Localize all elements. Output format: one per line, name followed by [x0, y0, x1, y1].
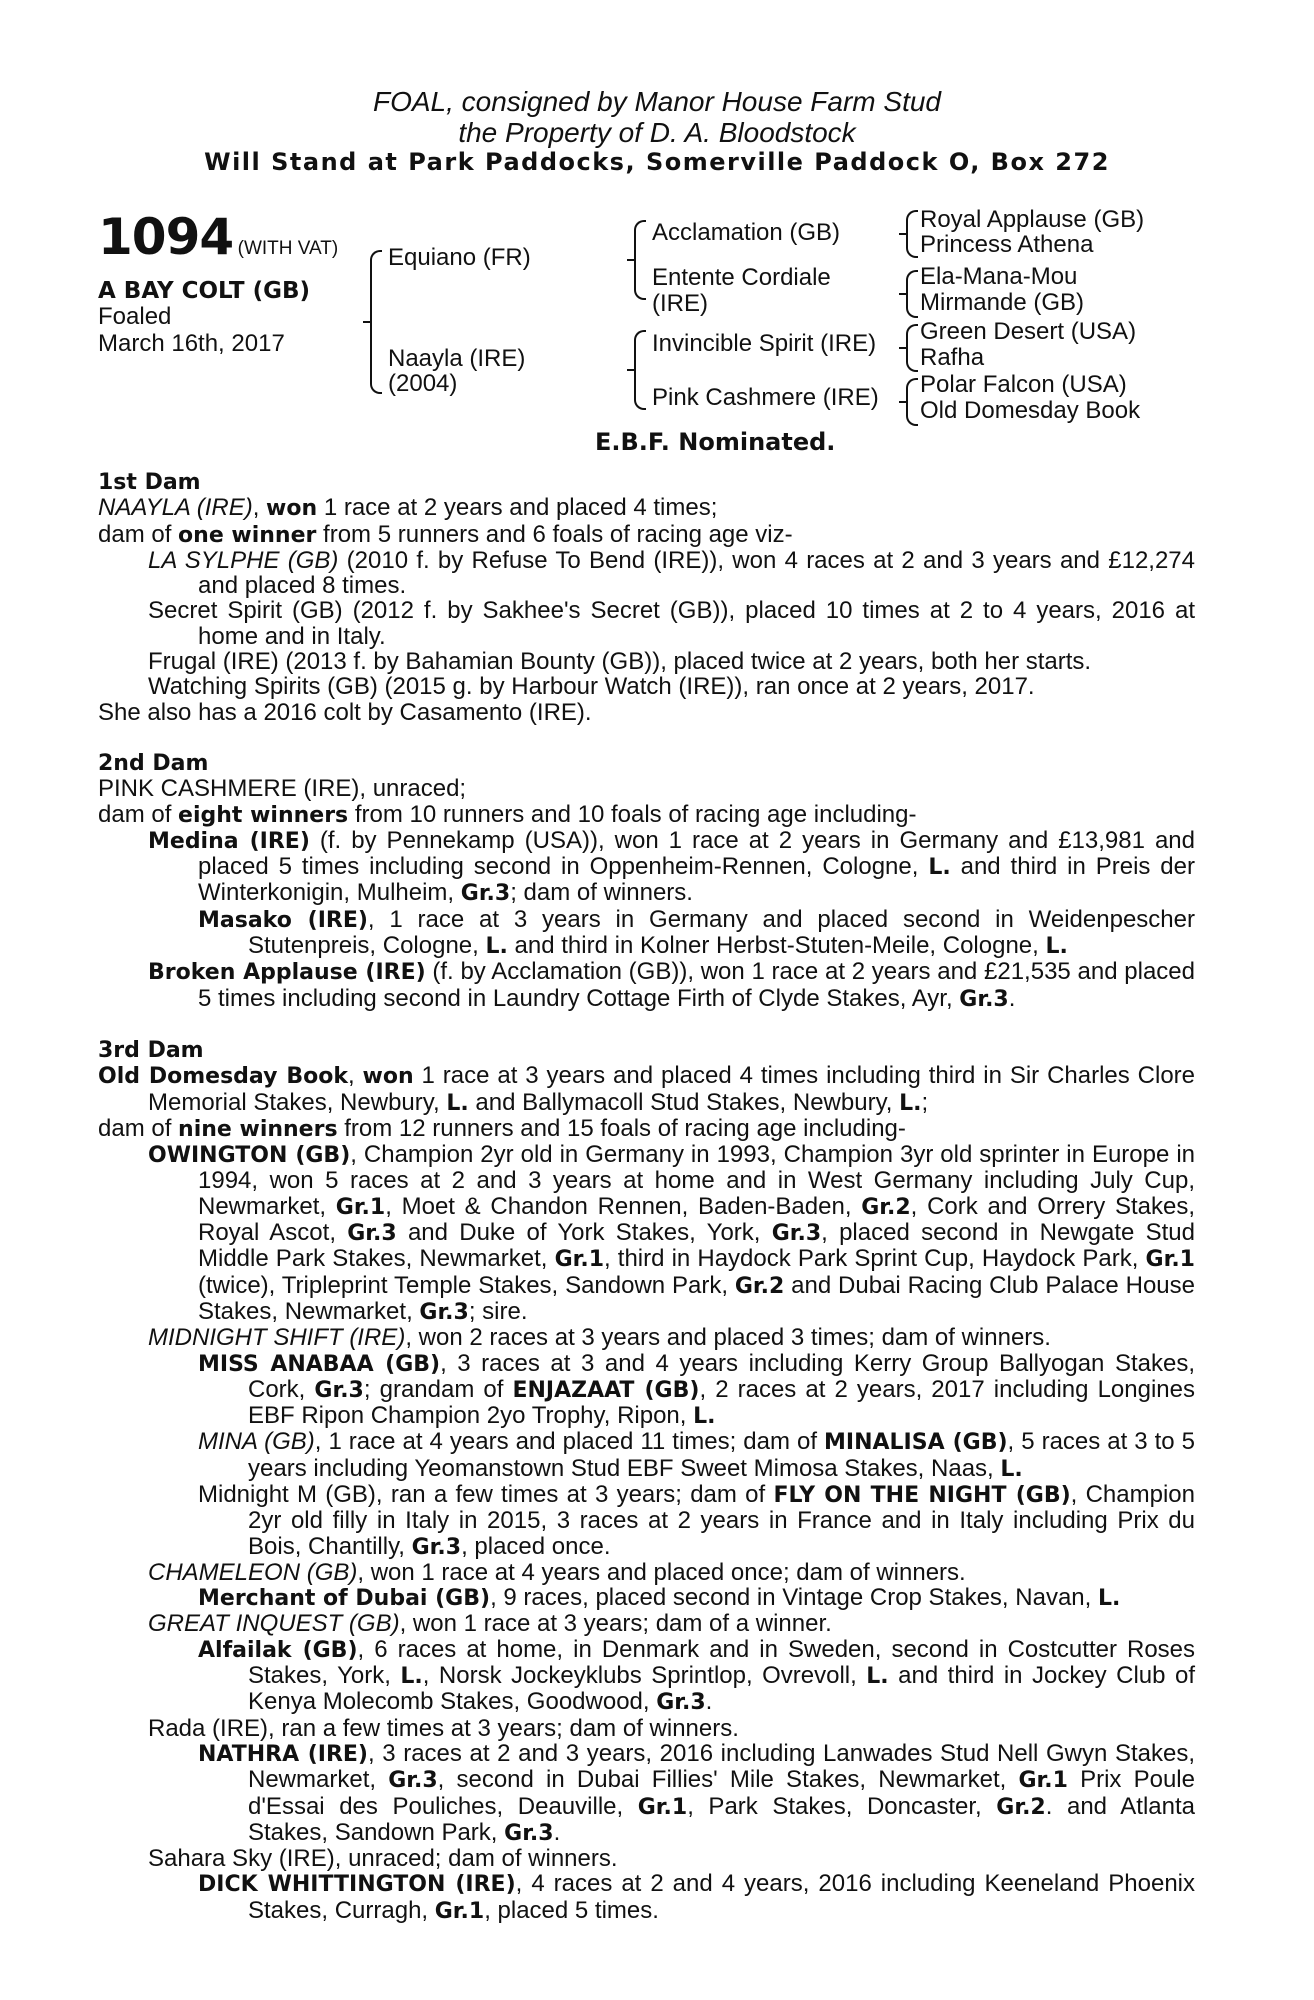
second-dam-line: PINK CASHMERE (IRE), unraced; [98, 775, 467, 803]
pedigree-ss-sire: Royal Applause (GB) [920, 206, 1145, 233]
ebf-nomination: E.B.F. Nominated. [595, 428, 836, 456]
pedigree-sire-dam-country: (IRE) [652, 290, 708, 317]
text: . and Atlanta Stakes, Sandown Park, [248, 1792, 1195, 1846]
text: , Champion 2yr old in Germany in 1993, Champion 3yr old sprinter in Europe in 1994, won 5 races at 2 and 3 years at home and in West Germany including July Cup, Newmarket, [198, 1141, 1196, 1220]
text: , 9 races, placed second in Vintage Crop Stakes, Navan, [490, 1584, 1098, 1612]
produce-entry [98, 1871, 1195, 1924]
grade: Gr.3 [411, 1534, 462, 1560]
produce-entry [98, 1351, 1195, 1430]
produce-entry [98, 1560, 1195, 1585]
grade: Gr.3 [388, 1768, 438, 1794]
grade: Gr.2 [734, 1273, 785, 1299]
text: and third in Kolner Herbst-Stuten-Meile, Cologne, [507, 932, 1046, 960]
pedigree-ds-sire: Green Desert (USA) [920, 318, 1137, 345]
horse-name: GREAT INQUEST (GB) [148, 1610, 400, 1638]
first-dam-produce-line [98, 522, 1195, 548]
grade: Gr.1 [1145, 1247, 1195, 1273]
grade: Gr.1 [434, 1898, 485, 1924]
text: , 1 race at 4 years and placed 11 times; dam of [314, 1428, 825, 1456]
text: , 1 race at 3 years in Germany and placed second in Weidenpescher Stutenpreis, Cologne, [248, 905, 1195, 960]
lot-number: 1094 [98, 208, 234, 266]
pedigree-bracket-sd [906, 270, 918, 318]
winners-count: eight winners [178, 802, 349, 828]
text: , Park Stakes, Doncaster, [687, 1792, 997, 1820]
text: from 5 runners and 6 foals of racing age viz- [316, 520, 793, 548]
horse-name: ENJAZAAT (GB) [512, 1377, 700, 1403]
text: 1 race at 2 years and placed 4 times; [317, 494, 718, 522]
text: dam of [98, 1114, 179, 1142]
grade: Gr.2 [996, 1794, 1046, 1820]
lot-number-block [98, 208, 338, 266]
text: , 4 races at 2 and 4 years, 2016 including Keeneland Phoenix Stakes, Curragh, [248, 1870, 1196, 1924]
produce-entry [98, 1741, 1195, 1846]
pedigree-bracket-sire [634, 220, 646, 300]
text: . [705, 1688, 713, 1716]
pedigree-bracket-ss [906, 210, 918, 258]
pedigree-dam-year: (2004) [388, 370, 458, 397]
property-line: the Property of D. A. Bloodstock [458, 117, 856, 148]
produce-entry [98, 907, 1195, 960]
text: , placed 5 times. [484, 1896, 659, 1924]
pedigree-bracket-ds [906, 324, 918, 372]
grade: L. [693, 1404, 716, 1430]
first-dam-line [98, 495, 1195, 521]
text: , placed once. [461, 1532, 611, 1560]
text: from 10 runners and 10 foals of racing age including- [348, 800, 917, 828]
grade: Gr.1 [1018, 1768, 1068, 1794]
horse-name: LA SYLPHE (GB) [148, 546, 339, 574]
text: (f. by Pennekamp (USA)), won 1 race at 2 years in Germany and £13,981 and placed 5 times including second in Oppenheim-Rennen, Cologne, [198, 826, 1195, 881]
grade: L. [899, 1090, 922, 1116]
grade: L. [866, 1664, 889, 1690]
text: (twice), Tripleprint Temple Stakes, Sandown Park, [198, 1271, 735, 1299]
pedigree-sire-dam: Entente Cordiale [652, 264, 831, 291]
produce-entry [98, 1585, 1195, 1611]
text: and Ballymacoll Stud Stakes, Newbury, [468, 1088, 900, 1116]
text: , second in Dubai Fillies' Mile Stakes, Newmarket, [437, 1766, 1019, 1794]
text: , [347, 1062, 363, 1090]
text: Midnight M (GB), ran a few times at 3 years; dam of [198, 1480, 774, 1508]
produce-entry: Frugal (IRE) (2013 f. by Bahamian Bounty (GB)), placed twice at 2 years, both her starts. [148, 648, 1092, 676]
pedigree-bracket-gen1 [370, 250, 382, 394]
third-dam-line [98, 1063, 1195, 1116]
text: ; grandam of [363, 1375, 513, 1403]
grade: Gr.1 [637, 1794, 688, 1820]
text: , 5 races at 3 to 5 years including Yeomanstown Stud EBF Sweet Mimosa Stakes, Naas, [248, 1428, 1196, 1482]
horse-name: Merchant of Dubai (GB) [198, 1586, 491, 1612]
pedigree-bracket-dd [906, 378, 918, 426]
text: , Moet & Chandon Rennen, Baden-Baden, [385, 1192, 862, 1220]
produce-entry [98, 959, 1195, 1012]
grade: Gr.3 [460, 881, 511, 907]
text: and Duke of York Stakes, York, [396, 1219, 772, 1247]
vat-note: (WITH VAT) [237, 238, 339, 259]
produce-entry [98, 828, 1195, 907]
text: , Cork and Orrery Stakes, Royal Ascot, [198, 1192, 1196, 1247]
text: from 12 runners and 15 foals of racing age including- [337, 1114, 906, 1142]
text: ; sire. [468, 1297, 528, 1325]
produce-entry [98, 1142, 1195, 1325]
grade: L. [1000, 1456, 1023, 1482]
text: , 3 races at 2 and 3 years, 2016 including Lanwades Stud Nell Gwyn Stakes, Newmarket, [248, 1739, 1195, 1794]
pedigree-sire-sire: Acclamation (GB) [652, 219, 841, 246]
grade: Gr.3 [771, 1221, 822, 1247]
location-line: Will Stand at Park Paddocks, Somerville Paddock O, Box 272 [204, 148, 1110, 176]
horse-name: FLY ON THE NIGHT (GB) [773, 1482, 1071, 1508]
grade: L. [928, 855, 951, 881]
horse-name: MISS ANABAA (GB) [198, 1351, 441, 1377]
pedigree-bracket-dam [634, 330, 646, 410]
grade: L. [1097, 1586, 1121, 1612]
text: , 2 races at 2 years, 2017 including Longines EBF Ripon Champion 2yo Trophy, Ripon, [248, 1375, 1195, 1430]
won-label: won [266, 496, 318, 522]
grade: Gr.3 [314, 1377, 364, 1403]
horse-name: MINALISA (GB) [824, 1430, 1008, 1456]
pedigree-sd-dam: Mirmande (GB) [920, 289, 1085, 316]
foaled-date: March 16th, 2017 [98, 330, 285, 357]
text: . [1008, 984, 1016, 1012]
dam-name: Old Domesday Book [98, 1064, 348, 1090]
text: and Dubai Racing Club Palace House Stakes, Newmarket, [198, 1271, 1195, 1325]
text: , 3 races at 3 and 4 years including Kerry Group Ballyogan Stakes, Cork, [248, 1349, 1195, 1403]
grade: Gr.3 [504, 1820, 554, 1846]
horse-name: OWINGTON (GB) [148, 1143, 351, 1169]
dam-name: NAAYLA (IRE) [98, 494, 253, 522]
produce-entry: Watching Spirits (GB) (2015 g. by Harbour Watch (IRE)), ran once at 2 years, 2017. [148, 673, 1035, 701]
text: , placed second in Newgate Stud Middle Park Stakes, Newmarket, [198, 1219, 1196, 1273]
grade: Gr.3 [959, 986, 1009, 1012]
horse-name: CHAMELEON (GB) [148, 1558, 358, 1586]
horse-name: Broken Applause (IRE) [148, 960, 426, 986]
catalogue-body [98, 470, 1195, 1924]
grade: Gr.3 [419, 1299, 469, 1325]
text: , won 1 race at 4 years and placed once; dam of winners. [357, 1558, 966, 1586]
horse-name: MINA (GB) [198, 1428, 315, 1456]
text: , Norsk Jockeyklubs Sprintlop, Ovrevoll, [422, 1662, 867, 1690]
winners-count: one winner [178, 522, 317, 548]
won-label: won [362, 1064, 414, 1090]
horse-name: MIDNIGHT SHIFT (IRE) [148, 1324, 406, 1352]
text: Prix Poule d'Essai des Pouliches, Deauville, [248, 1766, 1195, 1820]
grade: L. [485, 934, 508, 960]
pedigree-ss-dam: Princess Athena [920, 231, 1094, 258]
text: (f. by Acclamation (GB)), won 1 race at 2 years and £21,535 and placed 5 times including second in Laundry Cottage Firth of Clyde Stakes, Ayr, [198, 958, 1195, 1012]
consignor-line: FOAL, consigned by Manor House Farm Stud [372, 86, 942, 117]
pedigree-dam-dam: Pink Cashmere (IRE) [652, 384, 879, 411]
text: dam of [98, 520, 179, 548]
horse-name: Alfailak (GB) [198, 1637, 358, 1663]
pedigree-dam: Naayla (IRE) [388, 345, 526, 372]
produce-entry: Sahara Sky (IRE), unraced; dam of winners. [148, 1845, 618, 1873]
horse-name: DICK WHITTINGTON (IRE) [198, 1872, 516, 1898]
pedigree-dd-dam: Old Domesday Book [920, 397, 1141, 424]
produce-entry [98, 548, 1195, 599]
winners-count: nine winners [178, 1116, 338, 1142]
text: . [553, 1818, 561, 1846]
lot-description: A BAY COLT (GB) [98, 278, 311, 304]
horse-name: Masako (IRE) [198, 907, 368, 933]
text: (2010 f. by Refuse To Bend (IRE)), won 4 races at 2 and 3 years and £12,274 and placed 8 times. [198, 546, 1196, 600]
produce-entry [98, 1611, 1195, 1636]
grade: Gr.2 [861, 1194, 911, 1220]
foaled-label: Foaled [98, 303, 172, 330]
horse-name: NATHRA (IRE) [198, 1741, 368, 1767]
grade: Gr.1 [554, 1247, 604, 1273]
produce-note: She also has a 2016 colt by Casamento (IRE). [98, 698, 592, 726]
text: dam of [98, 800, 179, 828]
pedigree-dd-sire: Polar Falcon (USA) [920, 371, 1127, 398]
third-dam-produce-line [98, 1116, 1195, 1142]
text: 1 race at 3 years and placed 4 times including third in Sir Charles Clore Memorial Stakes, Newbury, [148, 1062, 1196, 1116]
section-heading-1st-dam: 1st Dam [98, 470, 201, 495]
grade: Gr.3 [347, 1221, 397, 1247]
produce-entry: Rada (IRE), ran a few times at 3 years; dam of winners. [148, 1714, 739, 1742]
text: , 6 races at home, in Denmark and in Sweden, second in Costcutter Roses Stakes, York, [248, 1635, 1196, 1690]
text: , third in Haydock Park Sprint Cup, Haydock Park, [604, 1245, 1146, 1273]
section-heading-2nd-dam: 2nd Dam [98, 750, 209, 776]
pedigree-sd-sire: Ela-Mana-Mou [920, 263, 1078, 290]
grade: L. [400, 1664, 423, 1690]
text: , won 2 races at 3 years and placed 3 times; dam of winners. [405, 1324, 1051, 1352]
produce-entry: Secret Spirit (GB) (2012 f. by Sakhee's Secret (GB)), placed 10 times at 2 to 4 years, 2016 at home and in Italy. [148, 597, 1195, 650]
horse-name: Medina (IRE) [148, 828, 310, 854]
produce-entry [98, 1429, 1195, 1482]
text: and third in Preis der Winterkonigin, Mulheim, [198, 853, 1195, 907]
text: and third in Jockey Club of Kenya Molecomb Stakes, Goodwood, [248, 1662, 1195, 1716]
pedigree-sire: Equiano (FR) [388, 244, 531, 271]
text: ; dam of winners. [510, 879, 693, 907]
section-heading-3rd-dam: 3rd Dam [98, 1037, 204, 1063]
text: , Champion 2yr old filly in Italy in 2015, 3 races at 2 years in France and in Italy including Prix du Bois, Chantilly, [248, 1480, 1195, 1560]
grade: Gr.1 [335, 1194, 386, 1220]
grade: L. [446, 1090, 469, 1116]
pedigree-dam-sire: Invincible Spirit (IRE) [652, 330, 877, 357]
grade: Gr.3 [656, 1690, 706, 1716]
text: , [252, 494, 267, 522]
text: ; [921, 1088, 929, 1116]
text: , won 1 race at 3 years; dam of a winner. [399, 1610, 832, 1638]
produce-entry [98, 1482, 1195, 1560]
produce-entry [98, 1637, 1195, 1716]
second-dam-produce-line [98, 802, 1195, 828]
grade: L. [1045, 934, 1068, 960]
pedigree-ds-dam: Rafha [920, 344, 985, 371]
produce-entry [98, 1325, 1195, 1350]
